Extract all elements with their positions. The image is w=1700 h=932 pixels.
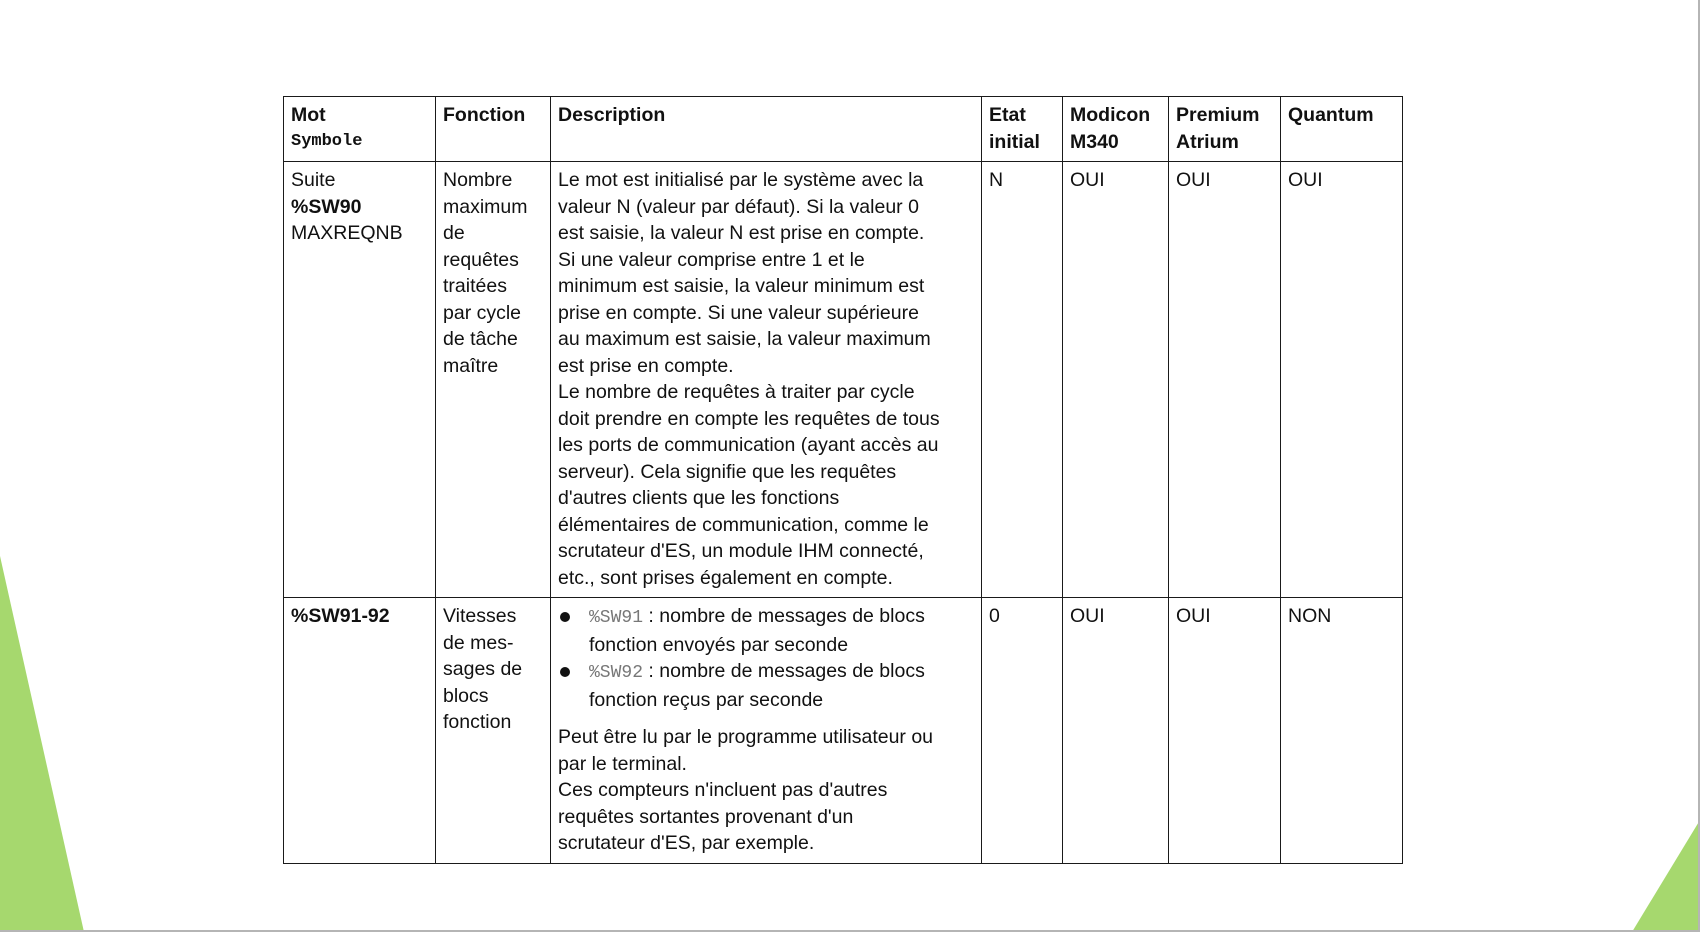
word-code: %SW91-92 — [291, 605, 390, 627]
header-mot: Mot Symbole — [284, 97, 436, 162]
cell-quantum: NON — [1281, 598, 1403, 864]
header-premium: Premium Atrium — [1169, 97, 1281, 162]
header-description: Description — [551, 97, 982, 162]
cell-fonction: Vitesses de mes- sages de blocs fonction — [436, 598, 551, 864]
word-symbol: MAXREQNB — [291, 222, 403, 244]
cell-description: %SW91 : nombre de messages de blocs fonction envoyés par seconde %SW92 : nombre de messages de blocs fonction reçus par seconde Peut être lu par le programme utilisateur ou par le terminal. Ces compteurs n'incluent pas d'autres requêtes sortantes provenant d'un scrutateur d'ES, par exemple. — [551, 598, 982, 864]
list-item: %SW91 : nombre de messages de blocs fonction envoyés par seconde — [558, 603, 974, 658]
header-etat-initial: Etat initial — [982, 97, 1063, 162]
cell-description: Le mot est initialisé par le système avec la valeur N (valeur par défaut). Si la valeur 0 est saisie, la valeur N est prise en compte. Si une valeur comprise entre 1 et le minimum est saisie, la valeur minimum est prise en compte. Si une valeur supérieure au maximum est saisie, la valeur maximum est prise en compte. Le nombre de requêtes à traiter par cycle doit prendre en compte les requêtes de tous les ports de communication (ayant accès au serveur). Cela signifie que les requêtes d'autres clients que les fonctions élémentaires de communication, comme le scrutateur d'ES, un module IHM connecté, etc., sont prises également en compte. — [551, 162, 982, 598]
list-item: %SW92 : nombre de messages de blocs fonction reçus par seconde — [558, 658, 974, 713]
cell-quantum: OUI — [1281, 162, 1403, 598]
header-quantum: Quantum — [1281, 97, 1403, 162]
cell-mot — [284, 598, 436, 864]
code-sw91: %SW91 — [589, 608, 644, 628]
header-row — [284, 97, 1403, 162]
header-fonction: Fonction — [436, 97, 551, 162]
table-row — [284, 598, 1403, 864]
header-modicon: Modicon M340 — [1063, 97, 1169, 162]
green-triangle-left — [0, 556, 84, 932]
cell-mot: Suite %SW90 MAXREQNB — [284, 162, 436, 598]
table-row — [284, 162, 1403, 598]
bullet-icon — [560, 667, 570, 677]
cell-modicon: OUI — [1063, 598, 1169, 864]
cell-etat-initial: N — [982, 162, 1063, 598]
cell-premium: OUI — [1169, 162, 1281, 598]
word-code: %SW90 — [291, 195, 362, 218]
cell-fonction: Nombre maximum de requêtes traitées par cycle de tâche maître — [436, 162, 551, 598]
header-symbole: Symbole — [291, 131, 363, 151]
bullet-icon — [560, 612, 570, 622]
bullet-list — [558, 603, 974, 713]
cell-premium: OUI — [1169, 598, 1281, 864]
code-sw92: %SW92 — [589, 663, 644, 683]
cell-modicon: OUI — [1063, 162, 1169, 598]
cell-etat-initial: 0 — [982, 598, 1063, 864]
system-words-table — [283, 96, 1403, 864]
green-triangle-right — [1632, 820, 1700, 932]
